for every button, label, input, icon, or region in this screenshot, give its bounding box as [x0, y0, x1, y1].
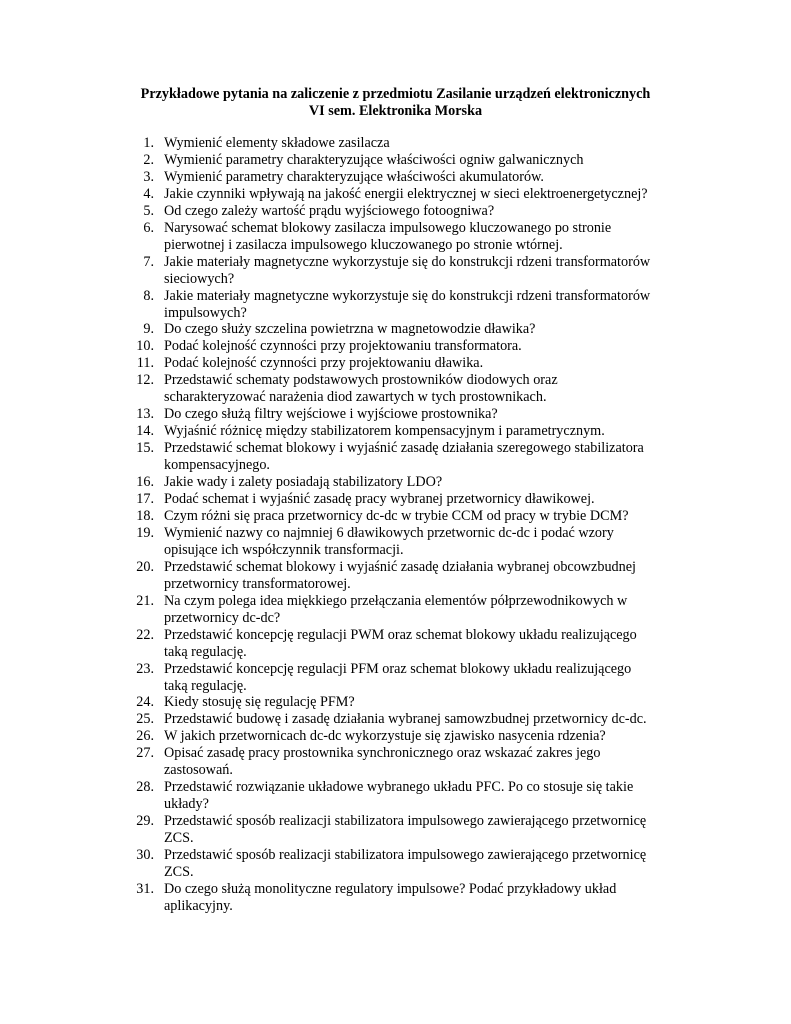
- question-text-line: Wymienić nazwy co najmniej 6 dławikowych przetwornic dc-dc i podać wzory: [164, 524, 614, 541]
- question-number: 13.: [136, 406, 154, 423]
- question-text: [164, 152, 684, 169]
- question-number: 28.: [136, 779, 154, 796]
- question-number: 8.: [143, 287, 154, 304]
- question-number: 7.: [143, 253, 154, 270]
- question-number: 27.: [136, 745, 154, 762]
- question-text-line: Przedstawić rozwiązanie układowe wybranego układu PFC. Po co stosuje się takie: [164, 779, 634, 796]
- question-text: [164, 881, 684, 915]
- question-number: 4.: [143, 185, 154, 202]
- question-item: [0, 779, 791, 813]
- document-title: [0, 86, 791, 120]
- title-line-1: Przykładowe pytania na zaliczenie z przedmiotu Zasilanie urządzeń elektronicznych: [140, 86, 651, 102]
- question-text-line: Do czego służą filtry wejściowe i wyjściowe prostownika?: [164, 406, 498, 423]
- question-text-line: Jakie materiały magnetyczne wykorzystuje się do konstrukcji rdzeni transformatorów: [164, 287, 651, 304]
- question-text: [164, 220, 684, 254]
- question-text: [164, 593, 684, 627]
- question-number: 11.: [136, 355, 154, 372]
- question-text: [164, 694, 684, 711]
- question-number: 2.: [143, 151, 154, 168]
- question-text-line: Wymienić parametry charakteryzujące właściwości akumulatorów.: [164, 168, 544, 185]
- question-text-line: Na czym polega idea miękkiego przełączania elementów półprzewodnikowych w: [164, 592, 628, 609]
- question-number: 20.: [136, 558, 154, 575]
- question-text: [164, 491, 684, 508]
- question-item: [0, 745, 791, 779]
- question-number: 26.: [136, 728, 154, 745]
- question-text-line: aplikacyjny.: [164, 897, 233, 914]
- question-text-line: przetwornicy transformatorowej.: [164, 575, 351, 592]
- question-text: [164, 423, 684, 440]
- question-item: [0, 186, 791, 203]
- question-text-line: Przedstawić schematy podstawowych prostowników diodowych oraz: [164, 372, 558, 389]
- question-text-line: kompensacyjnego.: [164, 457, 270, 474]
- question-text: [164, 847, 684, 881]
- question-number: 18.: [136, 507, 154, 524]
- question-item: [0, 135, 791, 152]
- question-text-line: Przedstawić budowę i zasadę działania wybranej samowzbudnej przetwornicy dc-dc.: [164, 711, 647, 728]
- question-text: [164, 711, 684, 728]
- question-text-line: Podać kolejność czynności przy projektowaniu transformatora.: [164, 338, 522, 355]
- question-item: [0, 423, 791, 440]
- question-item: [0, 440, 791, 474]
- title-line-2: VI sem. Elektronika Morska: [308, 103, 483, 119]
- question-text: [164, 288, 684, 322]
- question-text-line: Podać kolejność czynności przy projektowaniu dławika.: [164, 355, 484, 372]
- question-text-line: W jakich przetwornicach dc-dc wykorzystuje się zjawisko nasycenia rdzenia?: [164, 728, 606, 745]
- question-item: [0, 559, 791, 593]
- question-text-line: Narysować schemat blokowy zasilacza impulsowego kluczowanego po stronie: [164, 219, 612, 236]
- question-text: [164, 559, 684, 593]
- question-text-line: Wymienić parametry charakteryzujące właściwości ogniw galwanicznych: [164, 151, 584, 168]
- question-number: 15.: [136, 440, 154, 457]
- question-item: [0, 254, 791, 288]
- question-text-line: scharakteryzować narażenia diod zawartych w tych prostownikach.: [164, 389, 547, 406]
- question-text-line: Opisać zasadę pracy prostownika synchronicznego oraz wskazać zakres jego: [164, 745, 601, 762]
- question-number: 16.: [136, 474, 154, 491]
- question-text-line: Wyjaśnić różnicę między stabilizatorem kompensacyjnym i parametrycznym.: [164, 423, 605, 440]
- question-item: [0, 728, 791, 745]
- question-text-line: Przedstawić koncepcję regulacji PWM oraz schemat blokowy układu realizującego: [164, 626, 637, 643]
- question-number: 22.: [136, 626, 154, 643]
- question-number: 24.: [136, 694, 154, 711]
- question-number: 5.: [143, 202, 154, 219]
- question-text-line: Przedstawić schemat blokowy i wyjaśnić zasadę działania szeregowego stabilizatora: [164, 440, 644, 457]
- question-text: [164, 203, 684, 220]
- question-text-line: pierwotnej i zasilacza impulsowego kluczowanego po stronie wtórnej.: [164, 236, 563, 253]
- question-text-line: taką regulację.: [164, 643, 247, 660]
- question-text-line: przetwornicy dc-dc?: [164, 609, 281, 626]
- question-number: 12.: [136, 372, 154, 389]
- question-item: [0, 169, 791, 186]
- question-text-line: ZCS.: [164, 863, 194, 880]
- question-text: [164, 779, 684, 813]
- question-text-line: Od czego zależy wartość prądu wyjściowego fotoogniwa?: [164, 202, 495, 219]
- question-item: [0, 406, 791, 423]
- question-item: [0, 474, 791, 491]
- question-item: [0, 694, 791, 711]
- question-text: [164, 135, 684, 152]
- question-text-line: Do czego służą monolityczne regulatory impulsowe? Podać przykładowy układ: [164, 880, 617, 897]
- question-number: 17.: [136, 491, 154, 508]
- question-text: [164, 372, 684, 406]
- question-text: [164, 745, 684, 779]
- question-number: 1.: [143, 135, 154, 151]
- question-number: 19.: [136, 524, 154, 541]
- question-text-line: Kiedy stosuję się regulację PFM?: [164, 694, 355, 711]
- question-text-line: Jakie materiały magnetyczne wykorzystuje się do konstrukcji rdzeni transformatorów: [164, 253, 651, 270]
- question-text: [164, 440, 684, 474]
- question-text: [164, 254, 684, 288]
- question-item: [0, 203, 791, 220]
- question-item: [0, 627, 791, 661]
- question-text-line: Czym różni się praca przetwornicy dc-dc w trybie CCM od pracy w trybie DCM?: [164, 507, 629, 524]
- question-text: [164, 406, 684, 423]
- question-text: [164, 627, 684, 661]
- question-text: [164, 169, 684, 186]
- question-text-line: Przedstawić sposób realizacji stabilizatora impulsowego zawierającego przetwornicę: [164, 847, 647, 864]
- question-text-line: układy?: [164, 796, 209, 813]
- question-number: 10.: [136, 338, 154, 355]
- question-text-line: impulsowych?: [164, 304, 247, 321]
- question-text-line: sieciowych?: [164, 270, 235, 287]
- question-number: 29.: [136, 813, 154, 830]
- question-number: 21.: [136, 592, 154, 609]
- question-text-line: opisujące ich współczynnik transformacji.: [164, 541, 404, 558]
- question-text: [164, 508, 684, 525]
- question-item: [0, 338, 791, 355]
- question-text: [164, 661, 684, 695]
- question-text: [164, 321, 684, 338]
- question-text-line: zastosowań.: [164, 762, 233, 779]
- question-number: 9.: [143, 321, 154, 338]
- question-item: [0, 593, 791, 627]
- question-item: [0, 813, 791, 847]
- question-number: 31.: [136, 880, 154, 897]
- question-text: [164, 728, 684, 745]
- question-text-line: Do czego służy szczelina powietrzna w magnetowodzie dławika?: [164, 321, 536, 338]
- question-text: [164, 186, 684, 203]
- question-text: [164, 338, 684, 355]
- question-item: [0, 525, 791, 559]
- question-item: [0, 355, 791, 372]
- question-number: 25.: [136, 711, 154, 728]
- question-item: [0, 661, 791, 695]
- question-text: [164, 813, 684, 847]
- question-text: [164, 525, 684, 559]
- question-text-line: Wymienić elementy składowe zasilacza: [164, 135, 390, 151]
- question-item: [0, 152, 791, 169]
- question-item: [0, 847, 791, 881]
- question-list: [0, 135, 791, 915]
- question-item: [0, 321, 791, 338]
- question-text: [164, 474, 684, 491]
- question-text-line: taką regulację.: [164, 677, 247, 694]
- question-item: [0, 288, 791, 322]
- question-item: [0, 491, 791, 508]
- question-number: 23.: [136, 660, 154, 677]
- question-item: [0, 711, 791, 728]
- question-number: 3.: [143, 168, 154, 185]
- question-text-line: ZCS.: [164, 830, 194, 847]
- question-item: [0, 372, 791, 406]
- question-text-line: Przedstawić schemat blokowy i wyjaśnić zasadę działania wybranej obcowzbudnej: [164, 558, 636, 575]
- question-text: [164, 355, 684, 372]
- question-number: 6.: [143, 219, 154, 236]
- question-text-line: Podać schemat i wyjaśnić zasadę pracy wybranej przetwornicy dławikowej.: [164, 491, 595, 508]
- question-text-line: Przedstawić koncepcję regulacji PFM oraz schemat blokowy układu realizującego: [164, 660, 632, 677]
- question-item: [0, 508, 791, 525]
- question-item: [0, 220, 791, 254]
- question-number: 30.: [136, 847, 154, 864]
- question-text-line: Jakie czynniki wpływają na jakość energii elektrycznej w sieci elektroenergetycznej?: [164, 185, 648, 202]
- question-item: [0, 881, 791, 915]
- question-number: 14.: [136, 423, 154, 440]
- question-text-line: Przedstawić sposób realizacji stabilizatora impulsowego zawierającego przetwornicę: [164, 813, 647, 830]
- question-text-line: Jakie wady i zalety posiadają stabilizatory LDO?: [164, 474, 443, 491]
